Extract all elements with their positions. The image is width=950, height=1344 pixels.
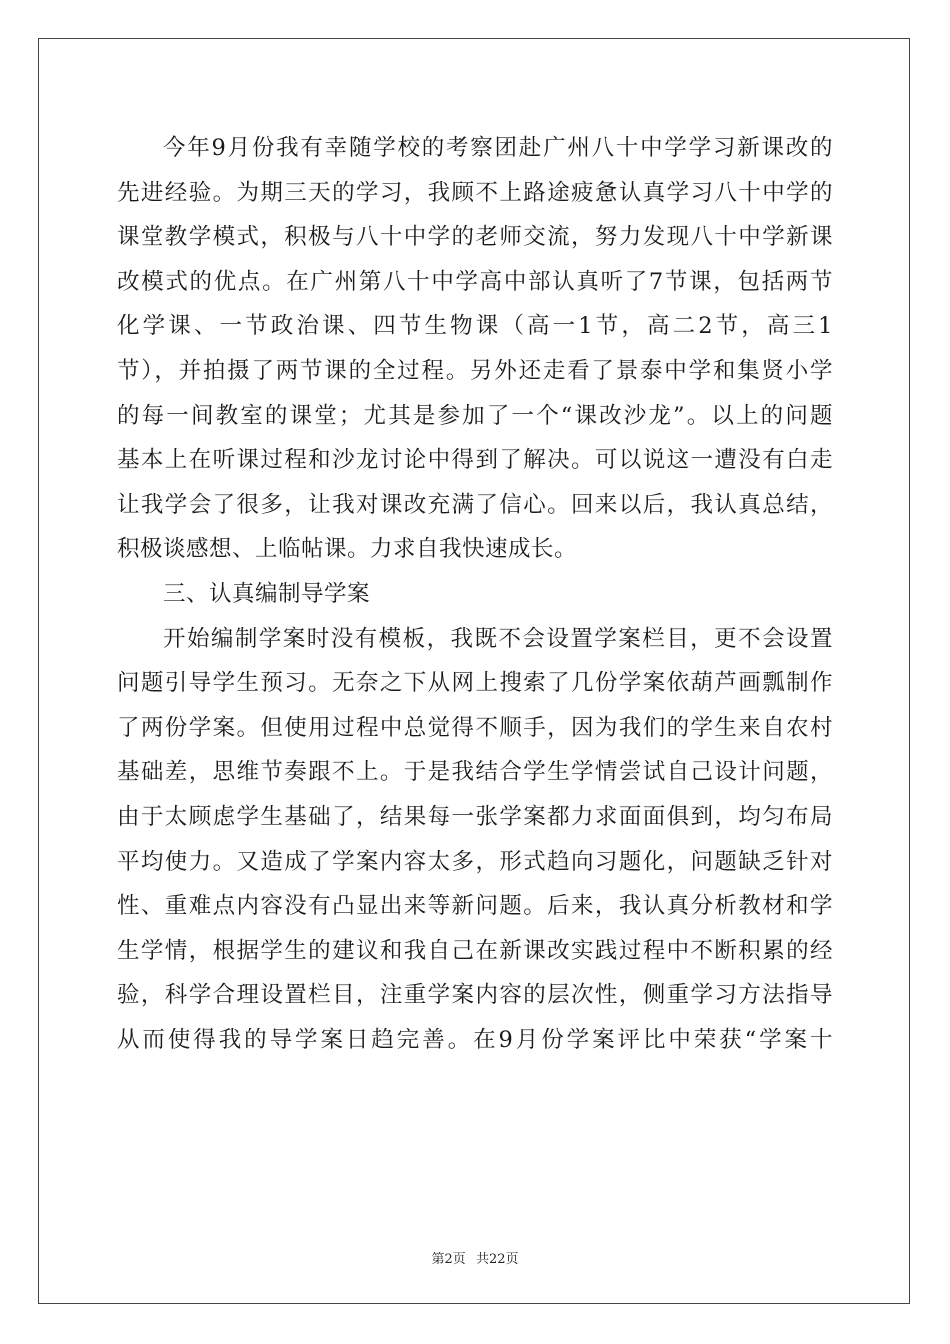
paragraph-line: 节），并拍摄了两节课的全过程。另外还走看了景泰中学和集贤小学 bbox=[117, 357, 833, 384]
paragraph-line: 积极谈感想、上临帖课。力求自我快速成长。 bbox=[117, 536, 578, 563]
paragraph-line: 基本上在听课过程和沙龙讨论中得到了解决。可以说这一遭没有白走 bbox=[117, 447, 833, 474]
paragraph-line: 先进经验。为期三天的学习，我顾不上路途疲惫认真学习八十中学的 bbox=[117, 179, 833, 206]
paragraph-line: 今年9月份我有幸随学校的考察团赴广州八十中学学习新课改的 bbox=[163, 135, 833, 161]
paragraph-line: 让我学会了很多，让我对课改充满了信心。回来以后，我认真总结， bbox=[117, 491, 833, 518]
paragraph-line: 从而使得我的导学案日趋完善。在9月份学案评比中荣获“学案十 bbox=[117, 1026, 833, 1053]
paragraph-line: 改模式的优点。在广州第八十中学高中部认真听了7节课，包括两节 bbox=[117, 268, 833, 295]
page-footer bbox=[0, 1248, 950, 1267]
paragraph-line: 的每一间教室的课堂；尤其是参加了一个“课改沙龙”。以上的问题 bbox=[117, 402, 833, 429]
paragraph-line: 性、重难点内容没有凸显出来等新问题。后来，我认真分析教材和学 bbox=[117, 893, 833, 920]
paragraph-line: 平均使力。又造成了学案内容太多，形式趋向习题化，问题缺乏针对 bbox=[117, 848, 833, 875]
paragraph-line: 化学课、一节政治课、四节生物课（高一1节，高二2节，高三1 bbox=[117, 313, 833, 340]
paragraph-line: 了两份学案。但使用过程中总觉得不顺手，因为我们的学生来自农村 bbox=[117, 714, 833, 741]
paragraph-line: 基础差，思维节奏跟不上。于是我结合学生学情尝试自己设计问题， bbox=[117, 759, 833, 786]
section-heading: 三、认真编制导学案 bbox=[163, 580, 371, 607]
paragraph-line: 问题引导学生预习。无奈之下从网上搜索了几份学案依葫芦画瓢制作 bbox=[117, 670, 833, 697]
paragraph-line: 开始编制学案时没有模板，我既不会设置学案栏目，更不会设置 bbox=[163, 625, 833, 652]
paragraph-line: 验，科学合理设置栏目，注重学案内容的层次性，侧重学习方法指导 bbox=[117, 982, 833, 1009]
paragraph-line: 由于太顾虑学生基础了，结果每一张学案都力求面面俱到，均匀布局 bbox=[117, 803, 833, 830]
page-number-total: 共22页 bbox=[475, 1252, 519, 1267]
paragraph-line: 生学情，根据学生的建议和我自己在新课改实践过程中不断积累的经 bbox=[117, 937, 833, 964]
page-number-current: 第2页 bbox=[431, 1252, 466, 1267]
document-body bbox=[117, 126, 833, 1062]
paragraph-line: 课堂教学模式，积极与八十中学的老师交流，努力发现八十中学新课 bbox=[117, 224, 833, 251]
